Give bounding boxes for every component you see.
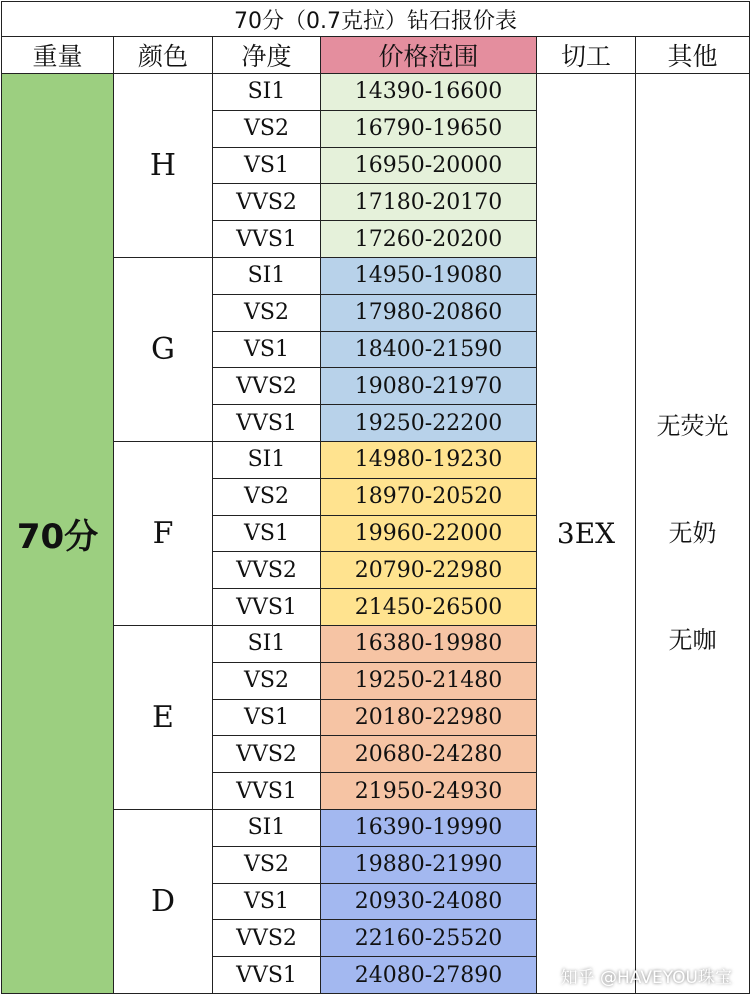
price-range-cell: 20180-22980 [321,699,537,736]
header-color: 颜色 [114,37,213,74]
clarity-cell: VVS1 [213,773,321,810]
clarity-cell: VS1 [213,699,321,736]
price-range-cell: 14390-16600 [321,74,537,111]
other-note: 无奶 [668,518,717,547]
watermark: 知乎 @HAVEYOU珠宝 [560,968,732,988]
table-row [2,74,750,111]
price-range-cell: 17180-20170 [321,184,537,221]
clarity-cell: VS2 [213,110,321,147]
price-range-cell: 20930-24080 [321,883,537,920]
clarity-cell: VS1 [213,883,321,920]
price-range-cell: 17980-20860 [321,294,537,331]
clarity-cell: SI1 [213,74,321,111]
clarity-cell: SI1 [213,257,321,294]
clarity-cell: VS2 [213,846,321,883]
price-range-cell: 20790-22980 [321,552,537,589]
color-grade-cell: F [114,441,213,625]
color-grade-cell: G [114,257,213,441]
clarity-cell: VVS1 [213,405,321,442]
color-grade-cell: D [114,809,213,993]
table-title: 70分（0.7克拉）钻石报价表 [2,2,750,37]
header-other: 其他 [636,37,750,74]
clarity-cell: VS2 [213,662,321,699]
price-table [1,1,750,994]
price-range-cell: 19080-21970 [321,368,537,405]
price-range-cell: 16380-19980 [321,625,537,662]
clarity-cell: VVS2 [213,184,321,221]
clarity-cell: VS1 [213,331,321,368]
header-clarity: 净度 [213,37,321,74]
clarity-cell: VVS2 [213,920,321,957]
clarity-cell: SI1 [213,809,321,846]
price-range-cell: 19880-21990 [321,846,537,883]
cut-cell: 3EX [537,74,636,994]
clarity-cell: VVS2 [213,736,321,773]
price-range-cell: 14980-19230 [321,441,537,478]
clarity-cell: VS2 [213,478,321,515]
color-grade-cell: H [114,74,213,258]
color-grade-cell: E [114,625,213,809]
price-range-cell: 21950-24930 [321,773,537,810]
price-range-cell: 21450-26500 [321,589,537,626]
price-range-cell: 24080-27890 [321,957,537,994]
weight-cell: 70分 [2,74,114,994]
other-notes-cell [636,74,750,994]
price-range-cell: 19960-22000 [321,515,537,552]
clarity-cell: VVS2 [213,552,321,589]
price-range-cell: 18400-21590 [321,331,537,368]
clarity-cell: SI1 [213,625,321,662]
header-cut: 切工 [537,37,636,74]
clarity-cell: VVS2 [213,368,321,405]
clarity-cell: VVS1 [213,589,321,626]
clarity-cell: SI1 [213,441,321,478]
price-range-cell: 16390-19990 [321,809,537,846]
price-range-cell: 16950-20000 [321,147,537,184]
price-range-cell: 19250-22200 [321,405,537,442]
clarity-cell: VS1 [213,515,321,552]
price-range-cell: 17260-20200 [321,221,537,258]
clarity-cell: VVS1 [213,221,321,258]
other-note: 无咖 [668,625,717,654]
header-weight: 重量 [2,37,114,74]
clarity-cell: VS2 [213,294,321,331]
price-range-cell: 14950-19080 [321,257,537,294]
clarity-cell: VS1 [213,147,321,184]
header-price: 价格范围 [321,37,537,74]
other-note: 无荧光 [656,411,729,440]
price-range-cell: 16790-19650 [321,110,537,147]
price-range-cell: 19250-21480 [321,662,537,699]
price-range-cell: 20680-24280 [321,736,537,773]
clarity-cell: VVS1 [213,957,321,994]
price-range-cell: 22160-25520 [321,920,537,957]
price-range-cell: 18970-20520 [321,478,537,515]
